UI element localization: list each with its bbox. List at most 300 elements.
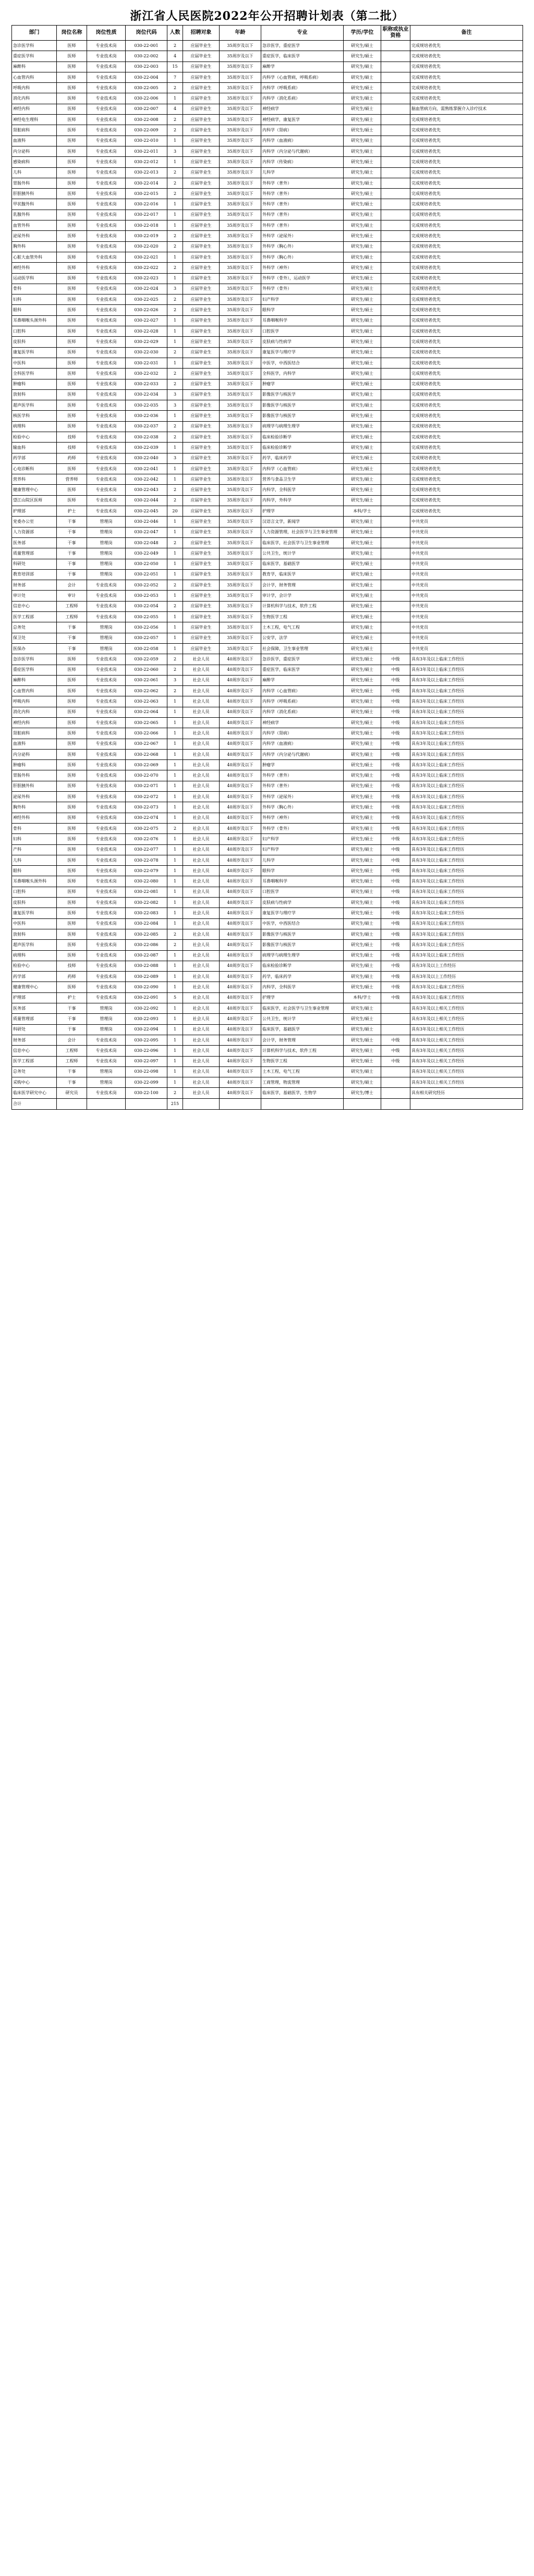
- table-cell: 科研处: [12, 1024, 57, 1035]
- table-cell: 研究生/硕士: [344, 358, 381, 368]
- table-row: [12, 527, 523, 537]
- table-cell: 社会人员: [183, 887, 220, 897]
- table-row: [12, 696, 523, 707]
- table-cell: 医师: [57, 918, 87, 929]
- header-cell: 部门: [12, 26, 57, 41]
- table-cell: 社会人员: [183, 1014, 220, 1024]
- table-cell: 专业技术岗: [87, 855, 126, 865]
- table-cell: [381, 1014, 410, 1024]
- table-cell: 中共党员: [410, 548, 523, 559]
- table-cell: [381, 178, 410, 188]
- table-cell: 营养科: [12, 474, 57, 485]
- table-cell: 泌尿外科: [12, 231, 57, 241]
- table-cell: 医师: [57, 305, 87, 315]
- table-cell: 输血科: [12, 443, 57, 453]
- table-row: [12, 950, 523, 961]
- table-cell: 妇产科学: [261, 844, 344, 855]
- table-cell: 具有3年及以上临床工作经历: [410, 940, 523, 950]
- table-cell: 麻醉学: [261, 675, 344, 685]
- table-cell: 应届毕业生: [183, 548, 220, 559]
- table-cell: 专业技术岗: [87, 337, 126, 347]
- table-cell: 专业技术岗: [87, 241, 126, 252]
- table-cell: 中共党员: [410, 559, 523, 569]
- table-cell: 中共党员: [410, 569, 523, 580]
- table-cell: 35周岁及以下: [220, 337, 261, 347]
- table-cell: 药师: [57, 972, 87, 982]
- table-cell: 具有相关研究经历: [410, 1088, 523, 1098]
- table-cell: 护理学: [261, 506, 344, 517]
- table-cell: 40周岁及以下: [220, 792, 261, 802]
- table-row: [12, 728, 523, 739]
- table-cell: 医师: [57, 104, 87, 114]
- table-cell: 应届毕业生: [183, 389, 220, 400]
- table-cell: 研究生/硕士: [344, 453, 381, 463]
- table-cell: 35周岁及以下: [220, 580, 261, 591]
- table-cell: 40周岁及以下: [220, 675, 261, 685]
- table-cell: 医师: [57, 273, 87, 284]
- table-row: [12, 622, 523, 633]
- table-cell: 具有3年及以上临床工作经历: [410, 654, 523, 665]
- table-cell: 中级: [381, 898, 410, 908]
- table-cell: 中级: [381, 823, 410, 833]
- table-cell: 研究生/硕士: [344, 918, 381, 929]
- table-cell: 中级: [381, 792, 410, 802]
- table-row: [12, 115, 523, 125]
- table-cell: 内科学（肾病）: [261, 125, 344, 136]
- table-cell: 研究生/硕士: [344, 749, 381, 759]
- table-cell: 应届毕业生: [183, 474, 220, 485]
- table-cell: 研究生/硕士: [344, 189, 381, 199]
- table-cell: 2: [167, 580, 183, 591]
- table-row: [12, 749, 523, 759]
- table-cell: 营养与食品卫生学: [261, 474, 344, 485]
- table-cell: 中级: [381, 707, 410, 717]
- table-cell: 医师: [57, 263, 87, 273]
- table-cell: 030-22-003: [126, 62, 167, 72]
- table-cell: 中级: [381, 654, 410, 665]
- table-cell: 应届毕业生: [183, 517, 220, 527]
- table-cell: 研究生/硕士: [344, 400, 381, 411]
- table-cell: 中级: [381, 929, 410, 939]
- table-cell: [381, 167, 410, 178]
- table-row: [12, 739, 523, 749]
- table-cell: 应届毕业生: [183, 62, 220, 72]
- table-cell: 管理岗: [87, 633, 126, 643]
- table-cell: 专业技术岗: [87, 157, 126, 167]
- table-row: [12, 898, 523, 908]
- table-cell: 质量管理部: [12, 1014, 57, 1024]
- table-cell: 肿瘤学: [261, 760, 344, 770]
- table-row: [12, 823, 523, 833]
- table-cell: 中级: [381, 972, 410, 982]
- table-cell: 1: [167, 855, 183, 865]
- table-cell: 030-22-013: [126, 167, 167, 178]
- table-cell: 公安学，法学: [261, 633, 344, 643]
- table-row: [12, 326, 523, 337]
- table-cell: 1: [167, 696, 183, 707]
- table-cell: 内科学（消化系病）: [261, 707, 344, 717]
- table-cell: 完成规培者优先: [410, 241, 523, 252]
- table-cell: 社会人员: [183, 707, 220, 717]
- table-cell: 1: [167, 633, 183, 643]
- table-cell: 专业技术岗: [87, 347, 126, 358]
- table-cell: 研究生/硕士: [344, 1003, 381, 1014]
- table-cell: 2: [167, 686, 183, 696]
- table-cell: 工程师: [57, 1056, 87, 1066]
- table-cell: 外科学（骨外），运动医学: [261, 273, 344, 284]
- table-cell: 研究生/硕士: [344, 718, 381, 728]
- table-cell: 血管外科: [12, 220, 57, 231]
- table-cell: 研究生/硕士: [344, 146, 381, 156]
- table-cell: 医师: [57, 686, 87, 696]
- table-cell: [381, 41, 410, 51]
- table-cell: 030-22-064: [126, 707, 167, 717]
- table-cell: [381, 347, 410, 358]
- table-cell: 望江山院区医师: [12, 495, 57, 506]
- table-cell: 采购中心: [12, 1077, 57, 1088]
- table-cell: 030-22-029: [126, 337, 167, 347]
- table-cell: 医师: [57, 210, 87, 220]
- table-cell: 030-22-025: [126, 295, 167, 305]
- table-row: [12, 1014, 523, 1024]
- table-cell: 030-22-009: [126, 125, 167, 136]
- table-cell: 会计学，财务管理: [261, 1035, 344, 1045]
- table-cell: 研究生/硕士: [344, 252, 381, 262]
- table-cell: 急诊医学，重症医学: [261, 41, 344, 51]
- table-cell: 40周岁及以下: [220, 940, 261, 950]
- table-row: [12, 443, 523, 453]
- table-cell: 应届毕业生: [183, 189, 220, 199]
- table-cell: 40周岁及以下: [220, 781, 261, 791]
- table-cell: [381, 400, 410, 411]
- table-cell: 应届毕业生: [183, 443, 220, 453]
- table-cell: 030-22-097: [126, 1056, 167, 1066]
- table-row: [12, 718, 523, 728]
- table-cell: 干事: [57, 537, 87, 548]
- table-cell: 研究生/硕士: [344, 125, 381, 136]
- table-cell: 耳鼻咽喉科学: [261, 315, 344, 326]
- table-cell: 专业技术岗: [87, 898, 126, 908]
- table-cell: 1: [167, 199, 183, 210]
- table-cell: 外科学（神外）: [261, 263, 344, 273]
- table-cell: 胸外科: [12, 241, 57, 252]
- table-cell: 完成规培者优先: [410, 379, 523, 389]
- table-cell: 医师: [57, 675, 87, 685]
- table-cell: 40周岁及以下: [220, 961, 261, 971]
- table-cell: 完成规培者优先: [410, 83, 523, 93]
- table-cell: 完成规培者优先: [410, 495, 523, 506]
- table-cell: 医师: [57, 51, 87, 62]
- table-cell: 内科学（呼吸系病）: [261, 83, 344, 93]
- table-cell: 急诊医学，重症医学: [261, 654, 344, 665]
- table-cell: 35周岁及以下: [220, 569, 261, 580]
- table-cell: 外科学（普外）: [261, 781, 344, 791]
- table-cell: 1: [167, 548, 183, 559]
- table-cell: 030-22-017: [126, 210, 167, 220]
- table-cell: 1: [167, 792, 183, 802]
- table-cell: [381, 643, 410, 654]
- table-cell: 030-22-024: [126, 284, 167, 294]
- table-cell: 临床检验诊断学: [261, 432, 344, 442]
- table-cell: 医师: [57, 241, 87, 252]
- table-cell: 医师: [57, 866, 87, 876]
- table-cell: 030-22-078: [126, 855, 167, 865]
- table-cell: 内分泌科: [12, 146, 57, 156]
- table-cell: 外科学（泌尿外）: [261, 231, 344, 241]
- table-cell: 专业技术岗: [87, 411, 126, 421]
- table-cell: [381, 1024, 410, 1035]
- table-cell: 4: [167, 104, 183, 114]
- table-cell: 专业技术岗: [87, 51, 126, 62]
- table-cell: 研究生/硕士: [344, 792, 381, 802]
- recruitment-table: [11, 25, 523, 1110]
- table-cell: 社会人员: [183, 802, 220, 813]
- table-cell: 药学部: [12, 453, 57, 463]
- table-cell: 外科学（普外）: [261, 189, 344, 199]
- table-cell: 胃肠外科: [12, 770, 57, 781]
- table-cell: 2: [167, 305, 183, 315]
- table-cell: 审计学，会计学: [261, 591, 344, 601]
- table-cell: 应届毕业生: [183, 453, 220, 463]
- table-cell: 3: [167, 146, 183, 156]
- table-cell: 科研处: [12, 559, 57, 569]
- table-cell: 汉语言文学，新闻学: [261, 517, 344, 527]
- table-cell: 完成规培者优先: [410, 189, 523, 199]
- table-cell: 完成规培者优先: [410, 400, 523, 411]
- table-cell: 研究生/硕士: [344, 337, 381, 347]
- table-cell: 医师: [57, 337, 87, 347]
- table-cell: 具有3年及以上临床工作经历: [410, 908, 523, 918]
- table-cell: 1: [167, 93, 183, 104]
- table-cell: 医师: [57, 950, 87, 961]
- table-cell: 35周岁及以下: [220, 210, 261, 220]
- table-cell: 具有3年及以上临床工作经历: [410, 728, 523, 739]
- table-cell: 1: [167, 643, 183, 654]
- table-row: [12, 537, 523, 548]
- table-cell: 1: [167, 1003, 183, 1014]
- table-cell: 妇科: [12, 295, 57, 305]
- table-cell: 医务部: [12, 1003, 57, 1014]
- table-cell: 研究生/硕士: [344, 813, 381, 823]
- table-cell: 乳腺外科: [12, 210, 57, 220]
- table-cell: 030-22-089: [126, 972, 167, 982]
- table-cell: 030-22-046: [126, 517, 167, 527]
- table-cell: 1: [167, 315, 183, 326]
- table-cell: 外科学（神外）: [261, 813, 344, 823]
- table-cell: 35周岁及以下: [220, 326, 261, 337]
- table-cell: 030-22-010: [126, 136, 167, 146]
- table-row: [12, 770, 523, 781]
- table-row: [12, 569, 523, 580]
- table-cell: 1: [167, 802, 183, 813]
- table-cell: 完成规培者优先: [410, 220, 523, 231]
- table-cell: 1: [167, 622, 183, 633]
- table-cell: 完成规培者优先: [410, 326, 523, 337]
- table-cell: 030-22-070: [126, 770, 167, 781]
- table-cell: 35周岁及以下: [220, 453, 261, 463]
- table-row: [12, 686, 523, 696]
- table-cell: 专业技术岗: [87, 918, 126, 929]
- table-cell: 4: [167, 51, 183, 62]
- table-row: [12, 62, 523, 72]
- table-cell: 护士: [57, 992, 87, 1003]
- table-cell: 1: [167, 1077, 183, 1088]
- table-cell: 具有3年及以上临床工作经历: [410, 665, 523, 675]
- table-cell: 030-22-021: [126, 252, 167, 262]
- table-body: [12, 41, 523, 1099]
- table-cell: 完成规培者优先: [410, 157, 523, 167]
- table-cell: 35周岁及以下: [220, 115, 261, 125]
- table-cell: 护士: [57, 506, 87, 517]
- table-cell: 1: [167, 559, 183, 569]
- table-cell: 工商管理，物流管理: [261, 1077, 344, 1088]
- table-cell: 神经病学: [261, 104, 344, 114]
- table-cell: 中级: [381, 760, 410, 770]
- table-cell: [381, 305, 410, 315]
- table-cell: 专业技术岗: [87, 199, 126, 210]
- table-cell: 应届毕业生: [183, 411, 220, 421]
- table-cell: 计算机科学与技术，软件工程: [261, 1046, 344, 1056]
- table-cell: 医师: [57, 495, 87, 506]
- table-cell: 中共党员: [410, 633, 523, 643]
- table-cell: 具有3年及以上相关工作经历: [410, 1077, 523, 1088]
- table-row: [12, 633, 523, 643]
- table-cell: 35周岁及以下: [220, 474, 261, 485]
- table-cell: 研究生/硕士: [344, 93, 381, 104]
- table-cell: 030-22-062: [126, 686, 167, 696]
- table-cell: [381, 633, 410, 643]
- table-cell: 社会人员: [183, 781, 220, 791]
- table-cell: 应届毕业生: [183, 633, 220, 643]
- table-cell: [381, 612, 410, 622]
- table-cell: 专业技术岗: [87, 972, 126, 982]
- header-cell: 招聘对象: [183, 26, 220, 41]
- table-cell: 应届毕业生: [183, 115, 220, 125]
- table-cell: 妇产科学: [261, 295, 344, 305]
- table-cell: 专业技术岗: [87, 792, 126, 802]
- table-cell: [381, 220, 410, 231]
- table-cell: 研究生/硕士: [344, 463, 381, 474]
- table-cell: 完成规培者优先: [410, 136, 523, 146]
- table-cell: 1: [167, 220, 183, 231]
- table-cell: 应届毕业生: [183, 369, 220, 379]
- table-row: [12, 992, 523, 1003]
- table-cell: 具有3年及以上临床工作经历: [410, 696, 523, 707]
- table-cell: 研究生/硕士: [344, 41, 381, 51]
- table-cell: 研究生/硕士: [344, 950, 381, 961]
- table-cell: 医师: [57, 982, 87, 992]
- table-cell: 研究生/硕士: [344, 315, 381, 326]
- table-cell: 研究生/硕士: [344, 178, 381, 188]
- table-cell: 管理岗: [87, 1066, 126, 1077]
- table-cell: 临床医学研究中心: [12, 1088, 57, 1098]
- table-cell: 研究生/硕士: [344, 157, 381, 167]
- table-cell: 应届毕业生: [183, 51, 220, 62]
- table-cell: 具有3年及以上临床工作经历: [410, 739, 523, 749]
- table-cell: 干事: [57, 1014, 87, 1024]
- table-cell: 35周岁及以下: [220, 295, 261, 305]
- table-cell: 内科学，全科医学: [261, 485, 344, 495]
- table-cell: 35周岁及以下: [220, 104, 261, 114]
- table-cell: 1: [167, 834, 183, 844]
- table-cell: 皮肤科: [12, 337, 57, 347]
- table-cell: 030-22-051: [126, 569, 167, 580]
- table-cell: 030-22-047: [126, 527, 167, 537]
- table-cell: 研究生/硕士: [344, 770, 381, 781]
- table-cell: 40周岁及以下: [220, 929, 261, 939]
- table-cell: 专业技术岗: [87, 252, 126, 262]
- table-cell: 完成规培者优先: [410, 315, 523, 326]
- table-cell: 中级: [381, 718, 410, 728]
- table-cell: 具有3年及以上临床工作经历: [410, 834, 523, 844]
- table-cell: 研究生/硕士: [344, 263, 381, 273]
- table-cell: [220, 1098, 261, 1109]
- table-cell: 内科学（传染病）: [261, 157, 344, 167]
- table-cell: 生物医学工程: [261, 1056, 344, 1066]
- table-cell: 专业技术岗: [87, 887, 126, 897]
- table-row: [12, 369, 523, 379]
- table-cell: 专业技术岗: [87, 146, 126, 156]
- table-cell: 完成规培者优先: [410, 485, 523, 495]
- table-cell: 影像医学与核医学: [261, 411, 344, 421]
- table-cell: [381, 1066, 410, 1077]
- table-cell: 中级: [381, 961, 410, 971]
- table-cell: 中级: [381, 1035, 410, 1045]
- table-cell: 具有3年及以上临床工作经历: [410, 992, 523, 1003]
- table-cell: 35周岁及以下: [220, 443, 261, 453]
- table-cell: 40周岁及以下: [220, 1046, 261, 1056]
- table-cell: 专业技术岗: [87, 305, 126, 315]
- table-cell: 外科学（普外）: [261, 178, 344, 188]
- table-cell: 研究生/硕士: [344, 675, 381, 685]
- table-cell: 应届毕业生: [183, 231, 220, 241]
- table-cell: 研究生/硕士: [344, 707, 381, 717]
- table-cell: 2: [167, 189, 183, 199]
- table-cell: 030-22-019: [126, 231, 167, 241]
- table-cell: 应届毕业生: [183, 178, 220, 188]
- table-cell: 专业技术岗: [87, 802, 126, 813]
- table-cell: 1: [167, 326, 183, 337]
- table-cell: 消化内科: [12, 93, 57, 104]
- table-cell: 干事: [57, 548, 87, 559]
- table-cell: 1: [167, 887, 183, 897]
- table-cell: 完成规培者优先: [410, 178, 523, 188]
- table-row: [12, 1056, 523, 1066]
- table-cell: 计算机科学与技术，软件工程: [261, 601, 344, 611]
- table-cell: [381, 115, 410, 125]
- table-cell: 社会人员: [183, 982, 220, 992]
- table-cell: 1: [167, 707, 183, 717]
- table-cell: 肝胆胰外科: [12, 781, 57, 791]
- table-cell: 研究生/硕士: [344, 83, 381, 93]
- table-cell: 1: [167, 337, 183, 347]
- table-cell: 社会人员: [183, 823, 220, 833]
- table-cell: 专业技术岗: [87, 379, 126, 389]
- table-cell: 应届毕业生: [183, 136, 220, 146]
- table-cell: 研究生/硕士: [344, 972, 381, 982]
- table-cell: 030-22-018: [126, 220, 167, 231]
- table-cell: 医师: [57, 760, 87, 770]
- table-cell: 研究生/硕士: [344, 569, 381, 580]
- table-row: [12, 263, 523, 273]
- table-cell: 泌尿外科: [12, 792, 57, 802]
- table-cell: 具有3年及以上临床工作经历: [410, 982, 523, 992]
- table-cell: 儿科学: [261, 855, 344, 865]
- table-cell: 外科学（骨外）: [261, 284, 344, 294]
- table-cell: 医师: [57, 929, 87, 939]
- table-cell: 1: [167, 876, 183, 887]
- table-cell: 具有3年及以上相关工作经历: [410, 1024, 523, 1035]
